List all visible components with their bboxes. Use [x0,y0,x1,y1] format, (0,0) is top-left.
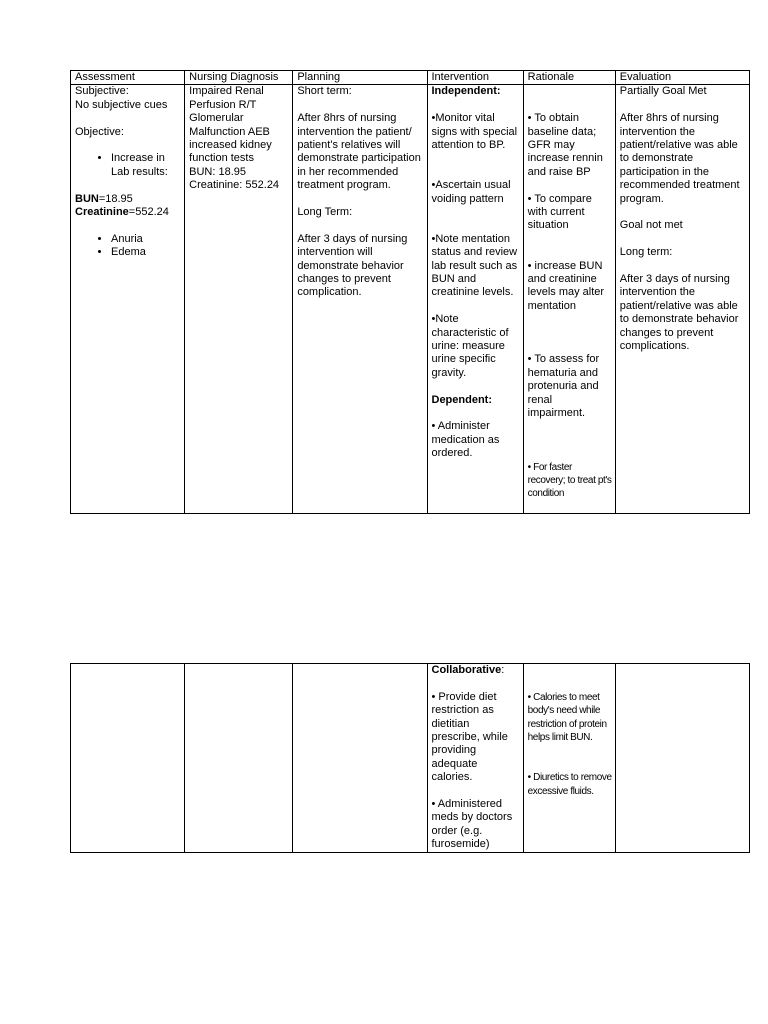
collaborative-rationale-cell [523,664,615,853]
diagnosis-bun: BUN: 18.95 [189,165,247,178]
intervention-monitor-vitals: •Monitor vital signs with special attention to BP. [431,112,518,152]
assessment-cell-empty [71,664,185,853]
bun-value: =18.95 [98,192,133,205]
evaluation-cell [615,85,749,514]
symptom-edema: • Edema [111,246,181,259]
intervention-mentation: •Note mentation status and review lab result such as BUN and creatinine levels. [431,232,518,299]
long-term-label: Long Term: [297,206,353,219]
evaluation-long-term: After 3 days of nursing intervention the patient/relative was able to demonstrate behavior changes to prevent complications. [619,273,739,353]
collaborative-label: Collaborative [431,664,502,676]
rationale-diuretics: • Diuretics to remove excessive fluids. [527,772,612,797]
symptom-list [75,233,181,260]
care-plan-table [70,70,750,514]
collaborative-heading [432,664,520,677]
evaluation-cell-empty [615,664,749,853]
diagnosis-creatinine: Creatinine: 552.24 [189,179,280,192]
intervention-diet: • Provide diet restriction as dietitian prescribe, while providing adequate calories. [431,690,508,784]
short-term-label: Short term: [297,85,352,98]
intervention-voiding-pattern: •Ascertain usual voiding pattern [431,179,511,205]
rationale-baseline: • To obtain baseline data; GFR may increase rennin and raise BP [527,112,603,178]
rationale-calories: • Calories to meet body's need while restriction of protein helps limit BUN. [527,691,607,743]
intervention-medication: • Administer medication as ordered. [431,420,500,460]
symptom-anuria: • Anuria [111,233,181,246]
intervention-urine: •Note characteristic of urine: measure urine specific gravity. [431,313,509,379]
creatinine-result [75,206,181,219]
rationale-cell [523,85,615,514]
rationale-assess: • To assess for hematuria and protenuria and renal impairment. [527,353,600,420]
diagnosis-cell-empty [185,664,293,853]
evaluation-status: Partially Goal Met [619,85,707,98]
care-plan-table-continued [70,663,750,853]
rationale-mentation: • increase BUN and creatinine levels may alter mentation [527,259,605,312]
subjective-text: No subjective cues [75,98,168,111]
header-assessment: Assessment [71,71,185,85]
planning-cell-empty [293,664,427,853]
diagnosis-cell [185,85,293,514]
objective-list [75,152,181,179]
dependent-label: Dependent: [431,393,492,406]
creatinine-value: =552.24 [128,206,169,219]
header-row [71,71,750,85]
objective-label: Objective: [75,125,124,138]
diagnosis-text: Impaired Renal Perfusion R/T Glomerular Malfunction AEB increased kidney function tests [189,85,272,165]
collaborative-cell [427,664,523,853]
intervention-meds: • Administered meds by doctors order (e.g. furosemide) [431,798,513,851]
long-term-goal: After 3 days of nursing intervention will demonstrate behavior changes to prevent complication. [297,232,408,299]
bun-label: BUN [75,192,99,205]
short-term-goal: After 8hrs of nursing intervention the patient/ patient's relatives will demonstrate participation in her recommended treatment program. [297,112,421,192]
header-intervention: Intervention [427,71,523,85]
header-nursing-diagnosis: Nursing Diagnosis [185,71,293,85]
table-row [71,85,750,514]
rationale-compare: • To compare with current situation [527,192,592,232]
intervention-cell [427,85,523,514]
header-rationale: Rationale [523,71,615,85]
evaluation-not-met: Goal not met [619,219,683,232]
rationale-recovery: • For faster recovery; to treat pt's condition [527,461,612,500]
subjective-label: Subjective: [75,85,129,98]
creatinine-label: Creatinine [75,206,129,219]
header-evaluation: Evaluation [615,71,749,85]
table-row [71,664,750,853]
planning-cell [293,85,427,514]
independent-label: Independent: [431,85,501,98]
evaluation-short-term: After 8hrs of nursing intervention the patient/relative was able to demonstrate participation in the recommended treatment program. [619,112,740,205]
assessment-cell [71,85,185,514]
header-planning: Planning [293,71,427,85]
bun-result [75,193,181,206]
objective-bullet: • Increase in Lab results: [111,152,181,179]
evaluation-long-label: Long term: [619,246,673,259]
collaborative-colon: : [501,664,505,676]
